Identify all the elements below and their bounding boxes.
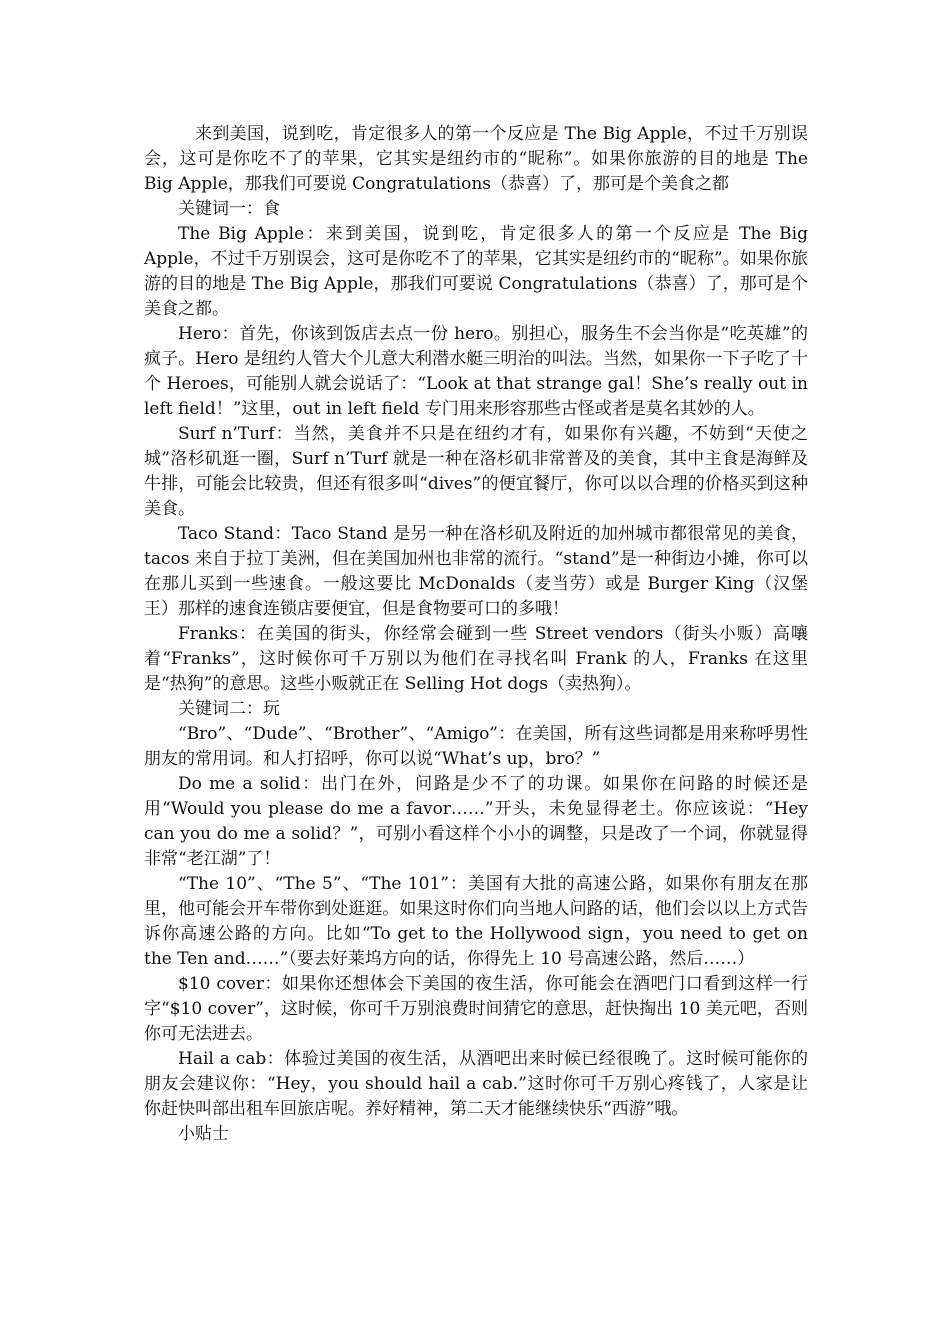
- paragraph-bro-dude: “Bro”、“Dude”、“Brother”、“Amigo”：在美国，所有这些词都是用来称呼男性朋友的常用词。和人打招呼，你可以说“What’s up，bro？”: [144, 724, 808, 769]
- paragraph-franks: Franks：在美国的街头，你经常会碰到一些 Street vendors（街头小贩）高嚷着“Franks”，这时候你可千万别以为他们在寻找名叫 Frank 的人，Franks 在这里是“热狗”的意思。这些小贩就正在 Selling Hot dogs（卖热狗）。: [144, 624, 808, 694]
- paragraph-taco-stand: Taco Stand：Taco Stand 是另一种在洛杉矶及附近的加州城市都很常见的美食，tacos 来自于拉丁美洲，但在美国加州也非常的流行。“stand”是一种街边小摊，你可以在那儿买到一些速食。一般这要比 McDonalds（麦当劳）或是 Burger King（汉堡王）那样的速食连锁店要便宜，但是食物要可口的多哦！: [144, 524, 808, 619]
- section-heading-tips: 小贴士: [178, 1124, 229, 1144]
- paragraph-10-cover: $10 cover：如果你还想体会下美国的夜生活，你可能会在酒吧门口看到这样一行字“$10 cover”，这时候，你可千万别浪费时间猜它的意思，赶快掏出 10 美元吧，否则你可无法进去。: [144, 974, 808, 1044]
- document-body: [144, 122, 808, 1147]
- section-heading-food: 关键词一：食: [178, 199, 280, 219]
- paragraph-highways: “The 10”、“The 5”、“The 101”：美国有大批的高速公路，如果你有朋友在那里，他可能会开车带你到处逛逛。如果这时你们向当地人问路的话，他们会以以上方式告诉你高速公路的方向。比如“To get to the Hollywood sign，you need to get on the Ten and……”（要去好莱坞方向的话，你得先上 10 号高速公路，然后……）: [144, 874, 808, 969]
- paragraph-do-me-a-solid: Do me a solid：出门在外，问路是少不了的功课。如果你在问路的时候还是用“Would you please do me a favor……”开头，未免显得老土。你应该说：“Hey can you do me a solid？”，可别小看这样个小小的调整，只是改了一个词，你就显得非常“老江湖”了！: [144, 774, 808, 869]
- paragraph-surf-n-turf: Surf n’Turf：当然，美食并不只是在纽约才有，如果你有兴趣，不妨到“天使之城”洛杉矶逛一圈，Surf n’Turf 就是一种在洛杉矶非常普及的美食，其中主食是海鲜及牛排，可能会比较贵，但还有很多叫“dives”的便宜餐厅，你可以以合理的价格买到这种美食。: [144, 424, 808, 519]
- section-heading-play: 关键词二：玩: [178, 699, 280, 719]
- paragraph-hail-a-cab: Hail a cab：体验过美国的夜生活，从酒吧出来时候已经很晚了。这时候可能你的朋友会建议你：“Hey，you should hail a cab.”这时你可千万别心疼钱了，人家是让你赶快叫部出租车回旅店呢。养好精神，第二天才能继续快乐“西游”哦。: [144, 1049, 808, 1119]
- paragraph-hero: Hero：首先，你该到饭店去点一份 hero。别担心，服务生不会当你是“吃英雄”的疯子。Hero 是纽约人管大个儿意大利潜水艇三明治的叫法。当然，如果你一下子吃了十个 Heroes，可能别人就会说话了：“Look at that strange gal！She’s really out in left field！”这里，out in left field 专门用来形容那些古怪或者是莫名其妙的人。: [144, 324, 808, 419]
- paragraph-big-apple: The Big Apple：来到美国，说到吃，肯定很多人的第一个反应是 The Big Apple，不过千万别误会，这可是你吃不了的苹果，它其实是纽约市的“昵称”。如果你旅游的目的地是 The Big Apple，那我们可要说 Congratulations（恭喜）了，那可是个美食之都。: [144, 224, 808, 319]
- intro-paragraph: 来到美国，说到吃，肯定很多人的第一个反应是 The Big Apple，不过千万别误会，这可是你吃不了的苹果，它其实是纽约市的“昵称”。如果你旅游的目的地是 The Big Apple，那我们可要说 Congratulations（恭喜）了，那可是个美食之都: [144, 124, 808, 194]
